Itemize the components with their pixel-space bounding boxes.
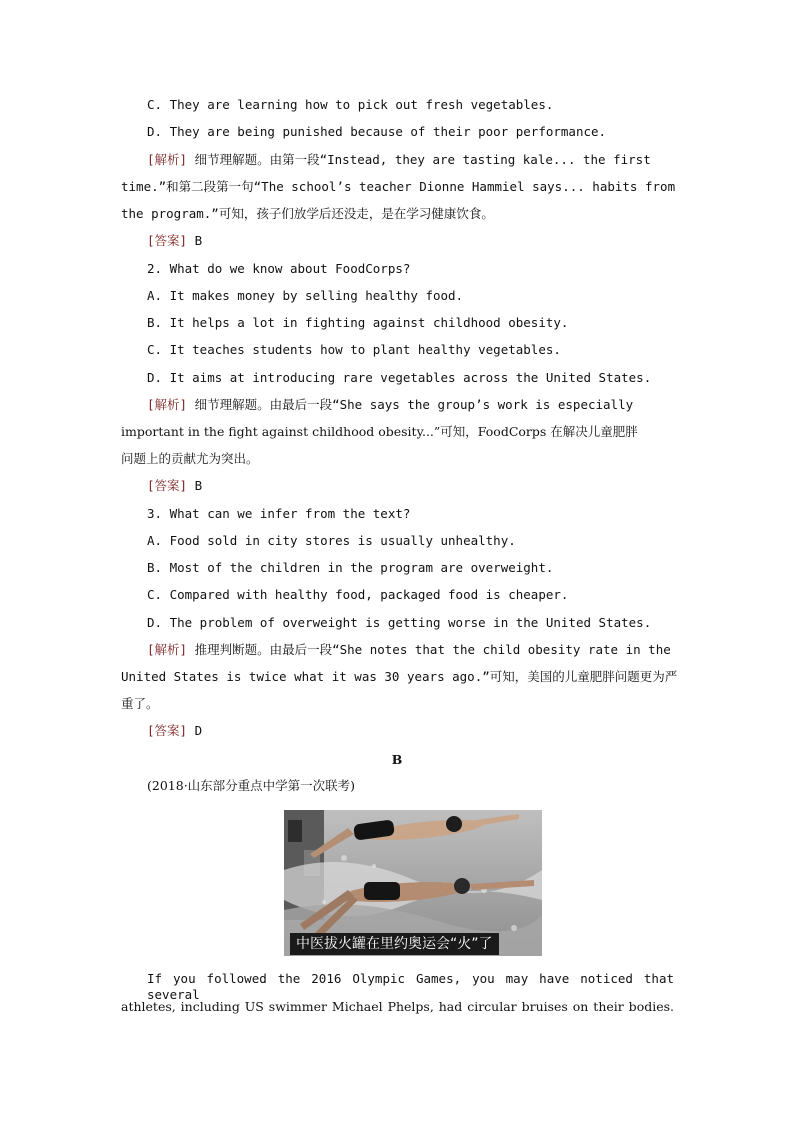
q3-analysis-line3: 重了。 bbox=[121, 696, 159, 711]
q3-analysis-line1 bbox=[147, 642, 700, 658]
q3-analysis-line2: United States is twice what it was 30 years ago.”可知，美国的儿童肥胖问题更为严 bbox=[121, 669, 678, 684]
q2-answer bbox=[147, 478, 700, 494]
photo-caption: 中医拔火罐在里约奥运会“火”了 bbox=[290, 933, 499, 955]
answer-value: B bbox=[194, 233, 203, 248]
q2-stem: 2. What do we know about FoodCorps? bbox=[147, 261, 411, 276]
q2-analysis-line1 bbox=[147, 397, 700, 413]
q2-analysis-line3: 问题上的贡献尤为突出。 bbox=[121, 451, 259, 466]
answer-value: B bbox=[194, 478, 203, 493]
q1-option-c: C. They are learning how to pick out fresh vegetables. bbox=[147, 97, 554, 112]
passage-paragraph-line1: If you followed the 2016 Olympic Games, you may have noticed that several bbox=[147, 971, 674, 1002]
analysis-tag: [解析] bbox=[147, 152, 188, 167]
q1-analysis-line3: the program.”可知，孩子们放学后还没走，是在学习健康饮食。 bbox=[121, 206, 494, 221]
q3-option-a: A. Food sold in city stores is usually unhealthy. bbox=[147, 533, 516, 548]
q3-option-d: D. The problem of overweight is getting worse in the United States. bbox=[147, 615, 652, 630]
passage-source: (2018·山东部分重点中学第一次联考) bbox=[147, 778, 356, 793]
q3-answer bbox=[147, 723, 700, 739]
q2-option-b: B. It helps a lot in fighting against childhood obesity. bbox=[147, 315, 569, 330]
q1-answer bbox=[147, 233, 700, 249]
q3-option-c: C. Compared with healthy food, packaged food is cheaper. bbox=[147, 587, 569, 602]
section-heading: B bbox=[391, 752, 403, 767]
q2-analysis-line2: important in the fight against childhood obesity...”可知，FoodCorps 在解决儿童肥胖 bbox=[121, 424, 638, 439]
q2-option-c: C. It teaches students how to plant healthy vegetables. bbox=[147, 342, 561, 357]
answer-tag: [答案] bbox=[147, 723, 188, 738]
passage-paragraph-line2: athletes, including US swimmer Michael Phelps, had circular bruises on their bodies. bbox=[121, 999, 674, 1014]
answer-tag: [答案] bbox=[147, 233, 188, 248]
answer-tag: [答案] bbox=[147, 478, 188, 493]
answer-value: D bbox=[194, 723, 203, 738]
q3-option-b: B. Most of the children in the program are overweight. bbox=[147, 560, 554, 575]
q2-option-d: D. It aims at introducing rare vegetables across the United States. bbox=[147, 370, 652, 385]
analysis-tag: [解析] bbox=[147, 397, 188, 412]
q1-option-d: D. They are being punished because of their poor performance. bbox=[147, 124, 607, 139]
q2-option-a: A. It makes money by selling healthy food. bbox=[147, 288, 464, 303]
q1-analysis-line1 bbox=[147, 152, 700, 168]
q1-analysis-line2: time.”和第二段第一句“The school’s teacher Dionne Hammiel says... habits from bbox=[121, 179, 676, 194]
analysis-text: 细节理解题。由最后一段“She says the group’s work is especially bbox=[194, 397, 634, 412]
q3-stem: 3. What can we infer from the text? bbox=[147, 506, 411, 521]
analysis-text: 细节理解题。由第一段“Instead, they are tasting kale... the first bbox=[194, 152, 651, 167]
analysis-text: 推理判断题。由最后一段“She notes that the child obesity rate in the bbox=[194, 642, 671, 657]
photo-caption-bar bbox=[284, 932, 542, 956]
analysis-tag: [解析] bbox=[147, 642, 188, 657]
